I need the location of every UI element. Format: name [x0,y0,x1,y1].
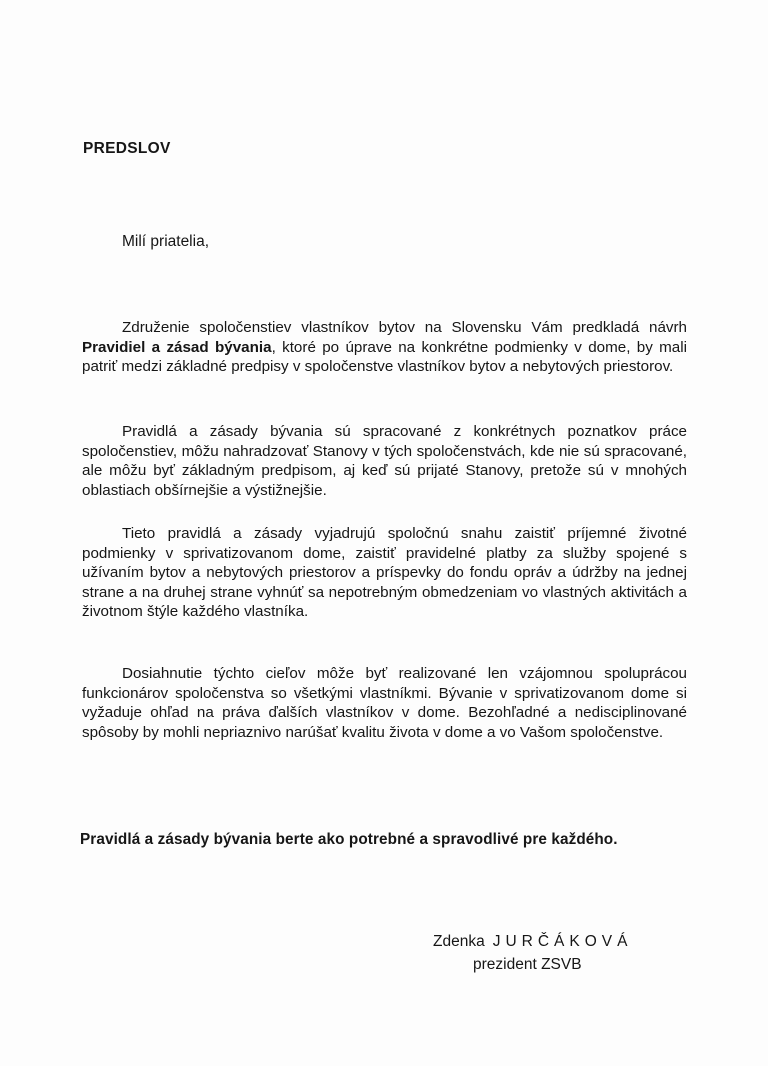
paragraph-1-before: Združenie spoločenstiev vlastníkov bytov na Slovensku Vám predkladá návrh [122,319,687,336]
closing-statement: Pravidlá a zásady bývania berte ako potrebné a spravodlivé pre každého. [80,831,618,848]
signature-first-name: Zdenka [433,933,485,950]
signature-name [433,933,632,951]
paragraph-1-after: , ktoré po úprave na konkrétne podmienky v dome, by mali patriť medzi základné predpisy v spoločenstve vlastníkov bytov a nebytových priestorov. [82,338,687,375]
paragraph-4: Dosiahnutie týchto cieľov môže byť realizované len vzájomnou spoluprácou funkcionárov spoločenstva so všetkými vlastníkmi. Bývanie v sprivatizovanom dome si vyžaduje ohľad na práva ďalších vlastníkov v dome. Bezohľadné a nedisciplinované spôsoby by mohli nepriaznivo narúšať kvalitu života v dome a vo Vašom spoločenstve. [82,665,687,741]
paragraph-1 [82,318,687,377]
page-title: PREDSLOV [83,140,171,157]
signature-surname: JURČÁKOVÁ [492,933,633,950]
greeting: Milí priatelia, [122,233,209,250]
paragraph-1-emphasis: Pravidiel a zásad bývania [82,338,272,356]
paragraph-3: Tieto pravidlá a zásady vyjadrujú spoločnú snahu zaistiť príjemné životné podmienky v sprivatizovanom dome, zaistiť pravidelné platby za služby spojené s užívaním bytov a nebytových priestorov a príspevky do fondu opráv a údržby na jednej strane a na druhej strane vyhnúť sa nepotrebným obmedzeniam vo vlastných aktivitách a životnom štýle každého vlastníka. [82,525,687,620]
paragraph-2: Pravidlá a zásady bývania sú spracované z konkrétnych poznatkov práce spoločenstiev, môžu nahradzovať Stanovy v tých spoločenstvách, kde nie sú spracované, ale môžu byť základným predpisom, aj keď sú prijaté Stanovy, pretože sú v mnohých oblastiach obšírnejšie a výstižnejšie. [82,423,687,499]
signature-role: prezident ZSVB [473,956,582,973]
